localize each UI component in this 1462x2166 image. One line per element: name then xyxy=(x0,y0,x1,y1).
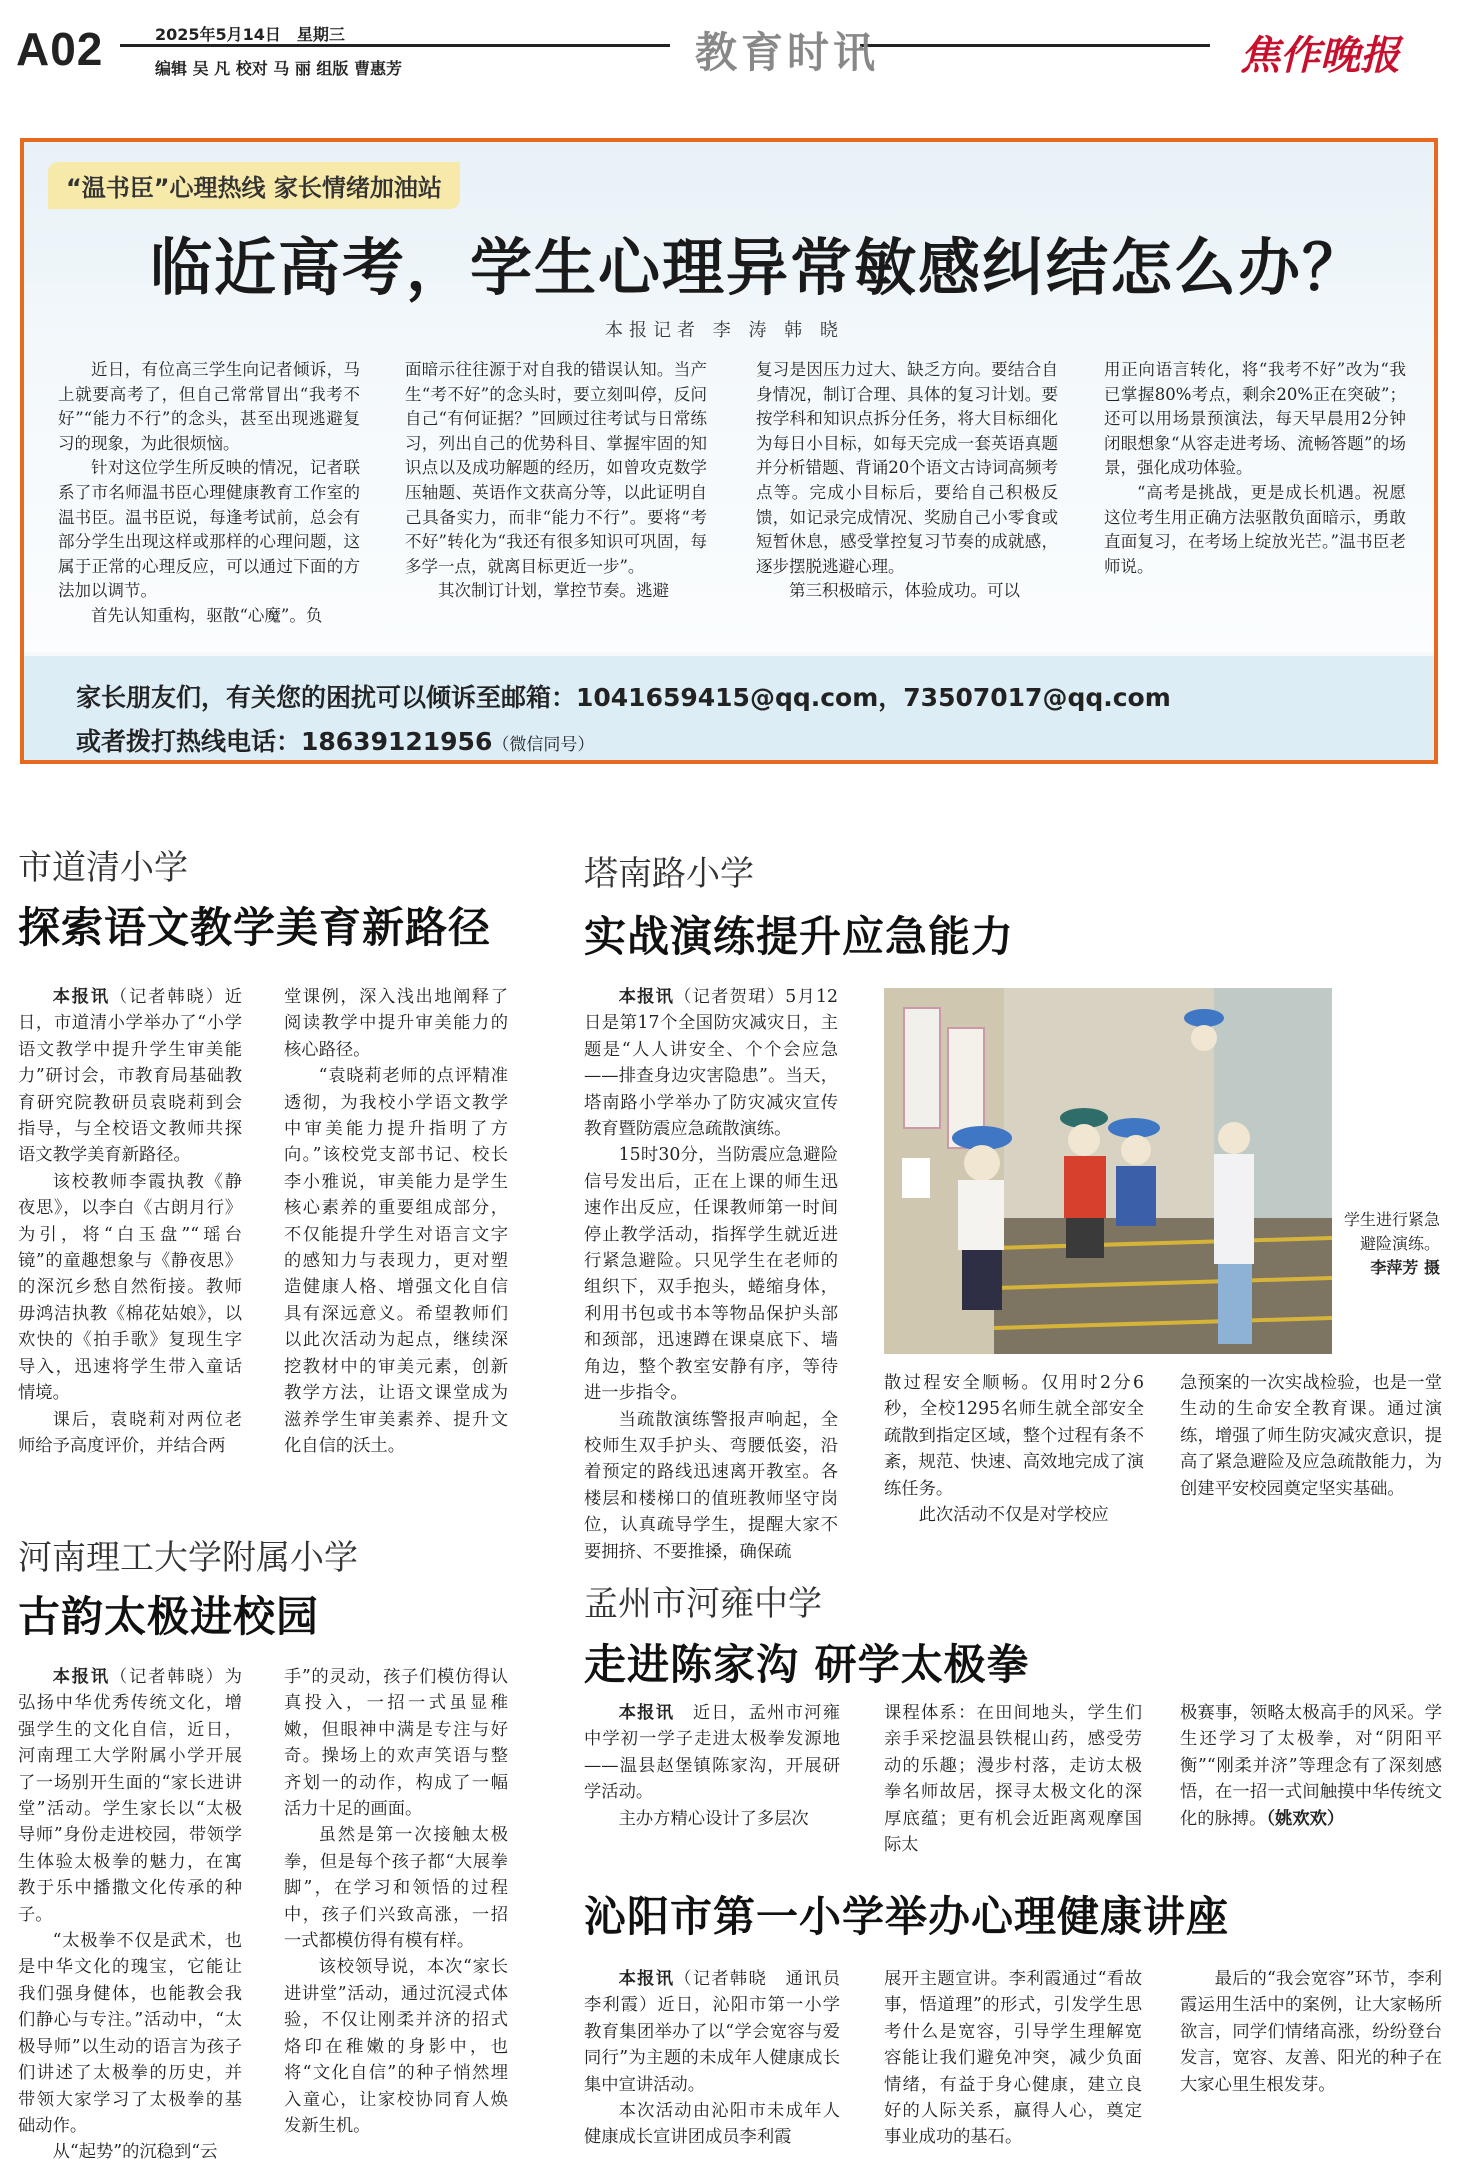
editor-credits: 编辑 吴 凡 校对 马 丽 组版 曹惠芳 xyxy=(155,59,402,78)
issue-date: 2025年5月14日 星期三 xyxy=(155,25,345,44)
paragraph: 急预案的一次实战检验，也是一堂生动的生命安全教育课。通过演练，增强了师生防灾减灾意识，提高了紧急避险及应急疏散能力，为创建平安校园奠定坚实基础。 xyxy=(1180,1373,1442,1499)
paragraph: 本报讯（记者韩晓）近日，市道清小学举办了“小学语文教学中提升学生审美能力”研讨会，市教育局基础教育研究院教研员袁晓莉到会指导，与全校语文教师共探语文教学美育新路径。 xyxy=(18,987,242,1166)
paragraph: 从“起势”的沉稳到“云 xyxy=(52,2142,218,2163)
article-title: 实战演练提升应急能力 xyxy=(584,912,1015,961)
feature-column-1 xyxy=(58,358,360,629)
contact-phone xyxy=(76,722,594,758)
article-title: 走进陈家沟 研学太极拳 xyxy=(584,1640,1030,1689)
paragraph: “高考是挑战，更是成长机遇。祝愿这位考生用正确方法驱散负面暗示，勇敢直面复习，在考场上绽放光芒。”温书臣老师说。 xyxy=(1104,482,1406,576)
paragraph: 该校领导说，本次“家长进讲堂”活动，通过沉浸式体验，不仅让刚柔并济的招式烙印在稚嫩的身影中，也将“文化自信”的种子悄然埋入童心，让家校协同育人焕发新生机。 xyxy=(284,1957,508,2136)
drill-photo-image xyxy=(884,988,1332,1354)
drill-photo xyxy=(884,988,1332,1354)
article-column xyxy=(584,1700,840,1832)
paragraph: 其次制订计划，掌控节奏。逃避 xyxy=(438,581,669,601)
paragraph: 本报讯（记者贺珺）5月12日是第17个全国防灾减灾日，主题是“人人讲安全、个个会应急——排查身边灾害隐患”。当天，塔南路小学举办了防灾减灾宣传教育暨防震应急疏散演练。 xyxy=(584,987,838,1140)
photo-caption xyxy=(1340,1208,1440,1280)
article-school: 孟州市河雍中学 xyxy=(584,1584,822,1624)
paragraph: 本报讯（记者韩晓）为弘扬中华优秀传统文化，增强学生的文化自信，近日，河南理工大学附属小学开展了一场别开生面的“家长进讲堂”活动。学生家长以“太极导师”身份走进校园，带领学生体验太极拳的魅力，在寓教于乐中播撒文化传承的种子。 xyxy=(18,1667,242,1925)
feature-headline: 临近高考，学生心理异常敏感纠结怎么办？ xyxy=(150,231,1367,304)
article-column xyxy=(1180,1370,1442,1502)
section-title: 教育时讯 xyxy=(695,28,880,77)
feature-byline: 本报记者 李 涛 韩 晓 xyxy=(605,320,844,341)
page-number: A02 xyxy=(16,23,104,75)
paragraph: 第三积极暗示，体验成功。可以 xyxy=(789,581,1020,601)
paragraph: 针对这位学生所反映的情况，记者联系了市名师温书臣心理健康教育工作室的温书臣。温书臣说，每逢考试前，总会有部分学生出现这样或那样的心理问题，这属于正常的心理反应，可以通过下面的方法加以调节。 xyxy=(58,458,360,601)
paragraph: 本次活动由沁阳市未成年人健康成长宣讲团成员李利霞 xyxy=(584,2101,840,2148)
feature-column-2 xyxy=(405,358,707,604)
paragraph: 此次活动不仅是对学校应 xyxy=(918,1505,1109,1526)
author-signature: （姚欢欢） xyxy=(1266,1808,1345,1829)
contact-note: （微信同号） xyxy=(492,735,595,755)
newspaper-logo: 焦作晚报 xyxy=(1240,33,1400,79)
paragraph: “太极拳不仅是武术，也是中华文化的瑰宝，它能让我们强身健体，也能教会我们静心与专注。”活动中，“太极导师”以生动的语言为孩子们讲述了太极拳的历史，并带领大家学习了太极拳的基础动作。 xyxy=(18,1931,242,2136)
article-column xyxy=(884,1966,1142,2151)
article-column xyxy=(1180,1700,1442,1832)
feature-kicker: “温书臣”心理热线 家长情绪加油站 xyxy=(48,162,460,209)
paragraph: 用正向语言转化，将“我考不好”改为“我已掌握80%考点，剩余20%正在突破”；还可以用场景预演法，每天早晨用2分钟闭眼想象“从容走进考场、流畅答题”的场景，强化成功体验。 xyxy=(1104,360,1406,478)
paragraph: “袁晓莉老师的点评精准透彻，为我校小学语文教学中审美能力提升指明了方向。”该校党支部书记、校长李小雅说，审美能力是学生核心素养的重要组成部分，不仅能提升学生对语言文字的感知力与表现力，更对塑造健康人格、增强文化自信具有深远意义。希望教师们以此次活动为起点，继续深挖教材中的审美元素，创新教学方法，让语文课堂成为滋养学生审美素养、提升文化自信的沃土。 xyxy=(284,1066,508,1456)
article-column xyxy=(284,984,508,1459)
article-column xyxy=(1180,1966,1442,2098)
paragraph: 当疏散演练警报声响起，全校师生双手护头、弯腰低姿，沿着预定的路线迅速离开教室。各楼层和楼梯口的值班教师坚守岗位，认真疏导学生，提醒大家不要拥挤、不要推搡，确保疏 xyxy=(584,1409,838,1562)
article-title: 古韵太极进校园 xyxy=(18,1592,320,1641)
article-column xyxy=(18,984,242,1459)
paragraph: 该校教师李霞执教《静夜思》，以李白《古朗月行》为引，将“白玉盘”“瑶台镜”的童趣想象与《静夜思》的深沉乡愁自然衔接。教师毋鸿洁执教《棉花姑娘》，以欢快的《拍手歌》复现生字导入，迅速将学生带入童话情境。 xyxy=(18,1171,242,1404)
paragraph: 最后的“我会宽容”环节，李利霞运用生活中的案例，让大家畅所欲言，同学们情绪高涨，纷纷登台发言，宽容、友善、阳光的种子在大家心里生根发芽。 xyxy=(1180,1969,1442,2095)
paragraph: 极赛事，领略太极高手的风采。学生还学习了太极拳，对“阴阳平衡”“刚柔并济”等理念有了深刻感悟，在一招一式间触摸中华传统文化的脉搏。（姚欢欢） xyxy=(1180,1703,1442,1829)
photo-credit: 李萍芳 摄 xyxy=(1370,1258,1440,1277)
paragraph: 虽然是第一次接触太极拳，但是每个孩子都“大展拳脚”，在学习和领悟的过程中，孩子们兴致高涨，一招一式都模仿得有模有样。 xyxy=(284,1825,508,1952)
paragraph: 复习是因压力过大、缺乏方向。要结合自身情况，制订合理、具体的复习计划。要按学科和知识点拆分任务，将大目标细化为每日小目标，如每天完成一套英语真题并分析错题、背诵20个语文古诗词高频考点等。完成小目标后，要给自己积极反馈，如记录完成情况、奖励自己小零食或短暂休息，感受掌控复习节奏的成就感，逐步摆脱逃避心理。 xyxy=(756,360,1058,576)
paragraph: 堂课例，深入浅出地阐释了阅读教学中提升审美能力的核心路径。 xyxy=(284,987,508,1060)
article-column xyxy=(584,984,838,1565)
header-rule xyxy=(860,44,1210,47)
paragraph: 近日，有位高三学生向记者倾诉，马上就要高考了，但自己常常冒出“我考不好”“能力不行”的念头，甚至出现逃避复习的现象，为此很烦恼。 xyxy=(58,360,360,453)
article-column xyxy=(884,1370,1144,1528)
contact-email: 家长朋友们，有关您的困扰可以倾诉至邮箱：1041659415@qq.com，73507017@qq.com xyxy=(76,683,1171,712)
article-column xyxy=(18,1664,242,2166)
article-column xyxy=(284,1664,508,2139)
article-school: 河南理工大学附属小学 xyxy=(18,1538,358,1578)
article-column xyxy=(584,1966,840,2151)
article-title: 探索语文教学美育新路径 xyxy=(18,903,492,952)
paragraph: 本报讯 近日，孟州市河雍中学初一学子走进太极拳发源地——温县赵堡镇陈家沟，开展研学活动。 xyxy=(584,1703,840,1803)
paragraph: 散过程安全顺畅。仅用时2分6秒，全校1295名师生就全部安全疏散到指定区域，整个过程有条不紊，规范、快速、高效地完成了演练任务。 xyxy=(884,1373,1144,1499)
paragraph: 首先认知重构，驱散“心魔”。负 xyxy=(91,605,323,625)
paragraph: 手”的灵动，孩子们模仿得认真投入，一招一式虽显稚嫩，但眼神中满是专注与好奇。操场上的欢声笑语与整齐划一的动作，构成了一幅活力十足的画面。 xyxy=(284,1667,508,1820)
article-school: 市道清小学 xyxy=(18,848,188,888)
paragraph: 课程体系：在田间地头，学生们亲手采挖温县铁棍山药，感受劳动的乐趣；漫步村落，走访太极拳名师故居，探寻太极文化的深厚底蕴；更有机会近距离观摩国际太 xyxy=(884,1703,1142,1856)
feature-column-3 xyxy=(756,358,1058,604)
article-column xyxy=(884,1700,1142,1858)
contact-phone-text: 或者拨打热线电话：18639121956 xyxy=(76,727,493,756)
paragraph: 主办方精心设计了多层次 xyxy=(618,1808,809,1829)
paragraph: 面暗示往往源于对自我的错误认知。当产生“考不好”的念头时，要立刻叫停，反问自己“有何证据？”回顾过往考试与日常练习，列出自己的优势科目、掌握牢固的知识点以及成功解题的经历，如曾攻克数学压轴题、英语作文获高分等，以此证明自己具备实力，而非“能力不行”。要将“考不好”转化为“我还有很多知识可巩固，每多学一点，就离目标更近一步”。 xyxy=(405,360,707,576)
article-title: 沁阳市第一小学举办心理健康讲座 xyxy=(584,1892,1230,1941)
paragraph: 课后，袁晓莉对两位老师给予高度评价，并结合两 xyxy=(18,1409,242,1456)
caption-text: 学生进行紧急避险演练。 xyxy=(1343,1210,1440,1253)
feature-column-4 xyxy=(1104,358,1406,579)
paragraph: 本报讯（记者韩晓 通讯员李利霞）近日，沁阳市第一小学教育集团举办了以“学会宽容与爱同行”为主题的未成年人健康成长集中宣讲活动。 xyxy=(584,1969,840,2095)
paragraph: 展开主题宣讲。李利霞通过“看故事，悟道理”的形式，引发学生思考什么是宽容，引导学生理解宽容能让我们避免冲突，减少负面情绪，有益于身心健康，建立良好的人际关系，赢得人心，奠定事业成功的基石。 xyxy=(884,1969,1142,2148)
article-school: 塔南路小学 xyxy=(584,854,754,894)
paragraph: 15时30分，当防震应急避险信号发出后，正在上课的师生迅速作出反应，任课教师第一时间停止教学活动，指挥学生就近进行紧急避险。只见学生在老师的组织下，双手抱头，蜷缩身体，利用书包或书本等物品保护头部和颈部，迅速蹲在课桌底下、墙角边，整个教室安静有序，等待进一步指令。 xyxy=(584,1145,838,1404)
